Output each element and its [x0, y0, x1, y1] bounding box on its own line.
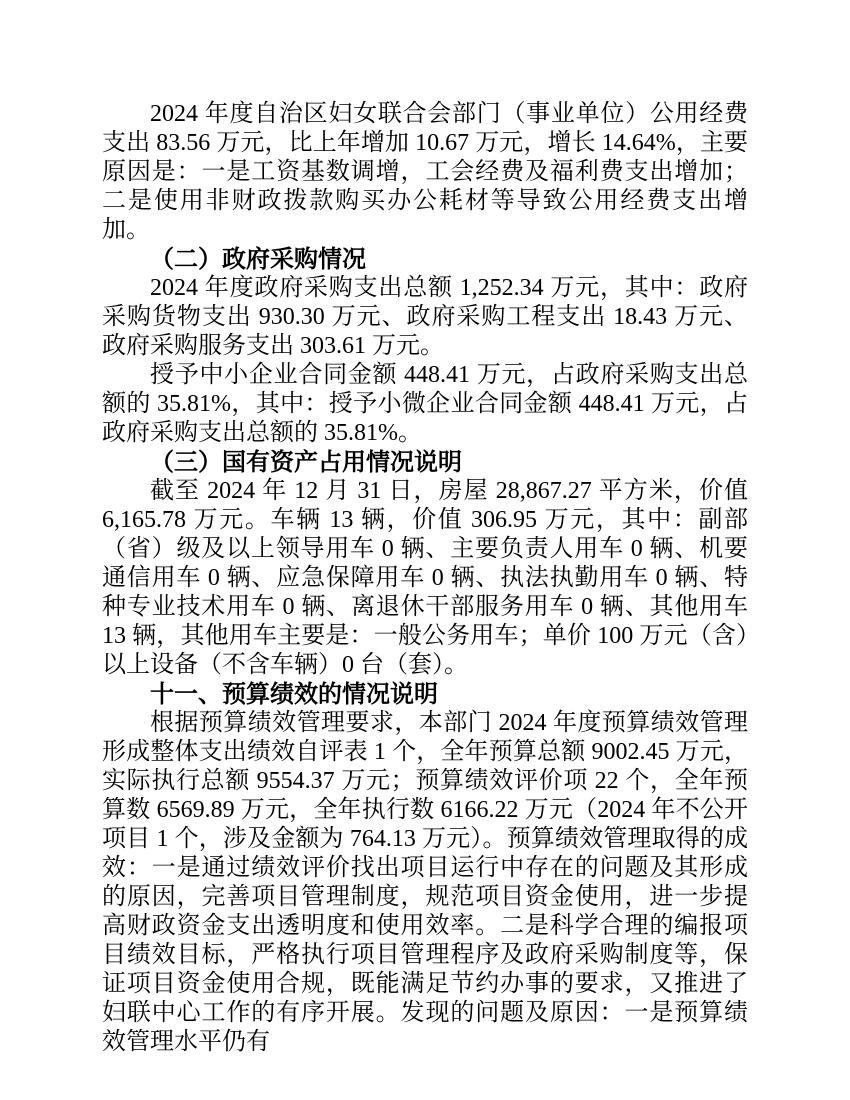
- document-page: [102, 100, 748, 1057]
- heading-government-procurement: （二）政府采购情况: [150, 246, 366, 273]
- heading-state-owned-assets: （三）国有资产占用情况说明: [150, 449, 462, 476]
- paragraph-procurement-total: 2024 年度政府采购支出总额 1,252.34 万元，其中：政府采购货物支出 930.30 万元、政府采购工程支出 18.43 万元、政府采购服务支出 303.61 万元。: [102, 275, 748, 359]
- paragraph-public-expense: 2024 年度自治区妇女联合会部门（事业单位）公用经费支出 83.56 万元，比上年增加 10.67 万元，增长 14.64%，主要原因是：一是工资基数调增，工会经费及福利费支出增加；二是使用非财政拨款购买办公耗材等导致公用经费支出增加。: [102, 101, 748, 243]
- paragraph-sme-contracts: 授予中小企业合同金额 448.41 万元，占政府采购支出总额的 35.81%，其中：授予小微企业合同金额 448.41 万元，占政府采购支出总额的 35.81%。: [102, 362, 748, 446]
- paragraph-assets-detail: 截至 2024 年 12 月 31 日，房屋 28,867.27 平方米，价值 6,165.78 万元。车辆 13 辆，价值 306.95 万元，其中：副部（省）级及以上领导用车 0 辆、主要负责人用车 0 辆、机要通信用车 0 辆、应急保障用车 0 辆、执法执勤用车 0 辆、特种专业技术用车 0 辆、离退休干部服务用车 0 辆、其他用车 13 辆，其他用车主要是：一般公务用车；单价 100 万元（含）以上设备（不含车辆）0 台（套）。: [102, 478, 748, 678]
- paragraph-budget-performance-detail: 根据预算绩效管理要求，本部门 2024 年度预算绩效管理形成整体支出绩效自评表 1 个，全年预算总额 9002.45 万元，实际执行总额 9554.37 万元；预算绩效评价项 22 个，全年预算数 6569.89 万元，全年执行数 6166.22 万元（2024 年不公开项目 1 个，涉及金额为 764.13 万元）。预算绩效管理取得的成效：一是通过绩效评价找出项目运行中存在的问题及其形成的原因，完善项目管理制度，规范项目资金使用，进一步提高财政资金支出透明度和使用效率。二是科学合理的编报项目绩效目标，严格执行项目管理程序及政府采购制度等，保证项目资金使用合规，既能满足节约办事的要求，又推进了妇联中心工作的有序开展。发现的问题及原因：一是预算绩效管理水平仍有: [102, 710, 748, 1055]
- heading-budget-performance: 十一、预算绩效的情况说明: [150, 681, 438, 708]
